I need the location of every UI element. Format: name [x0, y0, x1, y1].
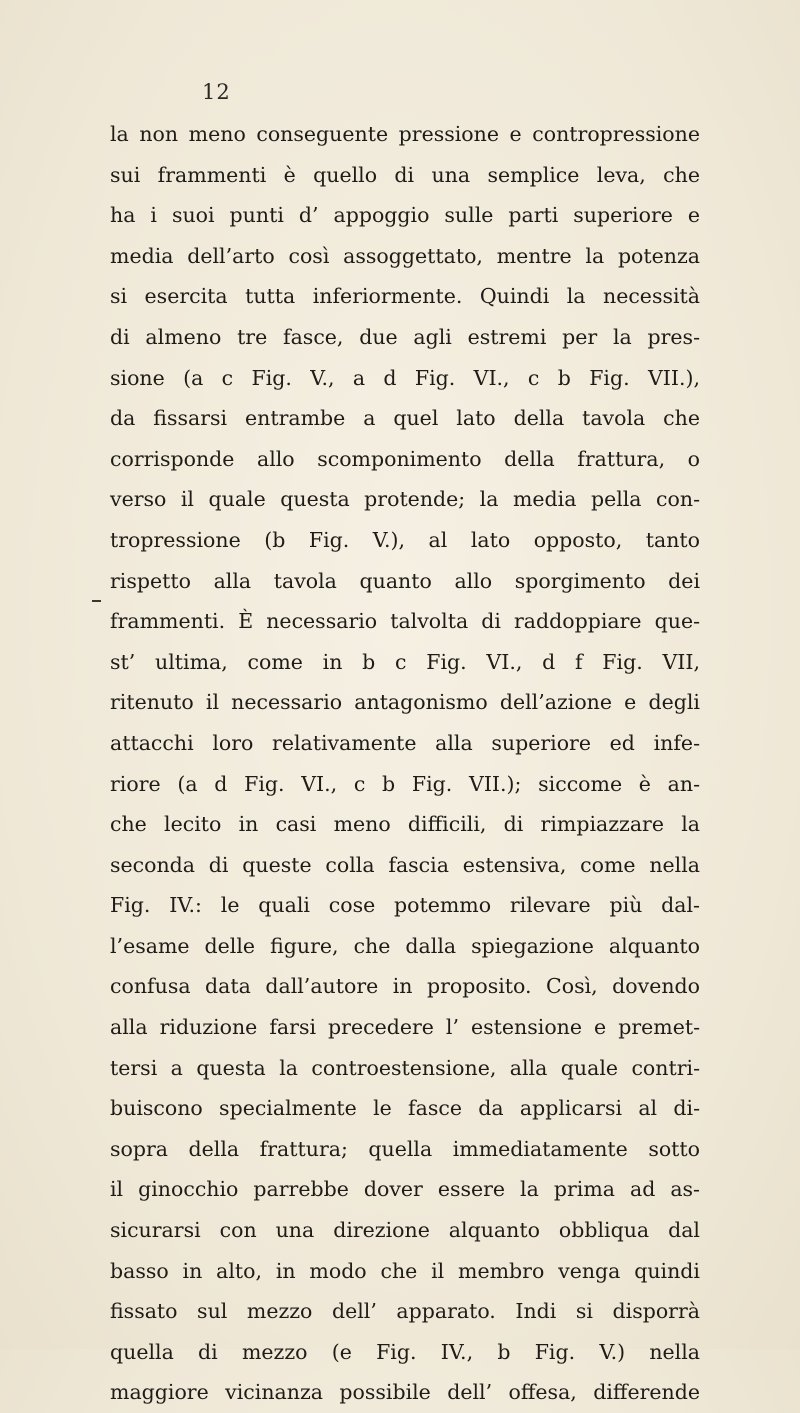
- text-line: di almeno tre fasce, due agli estremi per la pres-: [110, 324, 700, 349]
- text-line: la non meno conseguente pressione e contropressione: [110, 122, 700, 146]
- text-line: corrisponde allo scomponimento della frattura, o: [110, 446, 700, 471]
- text-line: media dell’arto così assoggettato, mentre la potenza: [110, 243, 700, 268]
- text-line: riore (a d Fig. VI., c b Fig. VII.); siccome è an-: [110, 771, 700, 796]
- text-line: il ginocchio parrebbe dover essere la prima ad as-: [110, 1177, 700, 1202]
- text-line: ritenuto il necessario antagonismo dell’azione e degli: [110, 690, 700, 715]
- text-line: verso il quale questa protende; la media pella con-: [110, 487, 700, 512]
- text-line: tropressione (b Fig. V.), al lato opposto, tanto: [110, 527, 700, 552]
- text-line: confusa data dall’autore in proposito. Così, dovendo: [110, 974, 700, 999]
- text-line: alla riduzione farsi precedere l’ estensione e premet-: [110, 1015, 700, 1040]
- text-line: l’esame delle figure, che dalla spiegazione alquanto: [110, 933, 700, 958]
- text-line: sicurarsi con una direzione alquanto obbliqua dal: [110, 1218, 700, 1243]
- text-line: sui frammenti è quello di una semplice leva, che: [110, 162, 700, 187]
- text-line: frammenti. È necessario talvolta di raddoppiare que-: [110, 609, 700, 634]
- text-line: fissato sul mezzo dell’ apparato. Indi si disporrà: [110, 1299, 700, 1324]
- text-line: quella di mezzo (e Fig. IV., b Fig. V.) nella: [110, 1339, 700, 1364]
- text-line: attacchi loro relativamente alla superiore ed infe-: [110, 730, 700, 755]
- text-line: maggiore vicinanza possibile dell’ offesa, differende: [110, 1380, 700, 1405]
- text-line: Fig. IV.: le quali cose potemmo rilevare più dal-: [110, 893, 700, 918]
- text-line: da fissarsi entrambe a quel lato della tavola che: [110, 406, 700, 431]
- margin-mark: [92, 600, 101, 602]
- text-line: si esercita tutta inferiormente. Quindi la necessità: [110, 284, 700, 309]
- text-line: tersi a questa la controestensione, alla quale contri-: [110, 1055, 700, 1080]
- body-text: [110, 114, 700, 1413]
- text-line: rispetto alla tavola quanto allo sporgimento dei: [110, 568, 700, 593]
- page-number: 12: [202, 80, 231, 104]
- text-line: che lecito in casi meno difficili, di rimpiazzare la: [110, 812, 700, 837]
- text-line: basso in alto, in modo che il membro venga quindi: [110, 1258, 700, 1283]
- text-line: st’ ultima, come in b c Fig. VI., d f Fig. VII,: [110, 649, 700, 674]
- text-line: sione (a c Fig. V., a d Fig. VI., c b Fig. VII.),: [110, 365, 700, 390]
- text-line: seconda di queste colla fascia estensiva, come nella: [110, 852, 700, 877]
- text-line: sopra della frattura; quella immediatamente sotto: [110, 1136, 700, 1161]
- text-line: buiscono specialmente le fasce da applicarsi al di-: [110, 1096, 700, 1121]
- text-line: ha i suoi punti d’ appoggio sulle parti superiore e: [110, 203, 700, 228]
